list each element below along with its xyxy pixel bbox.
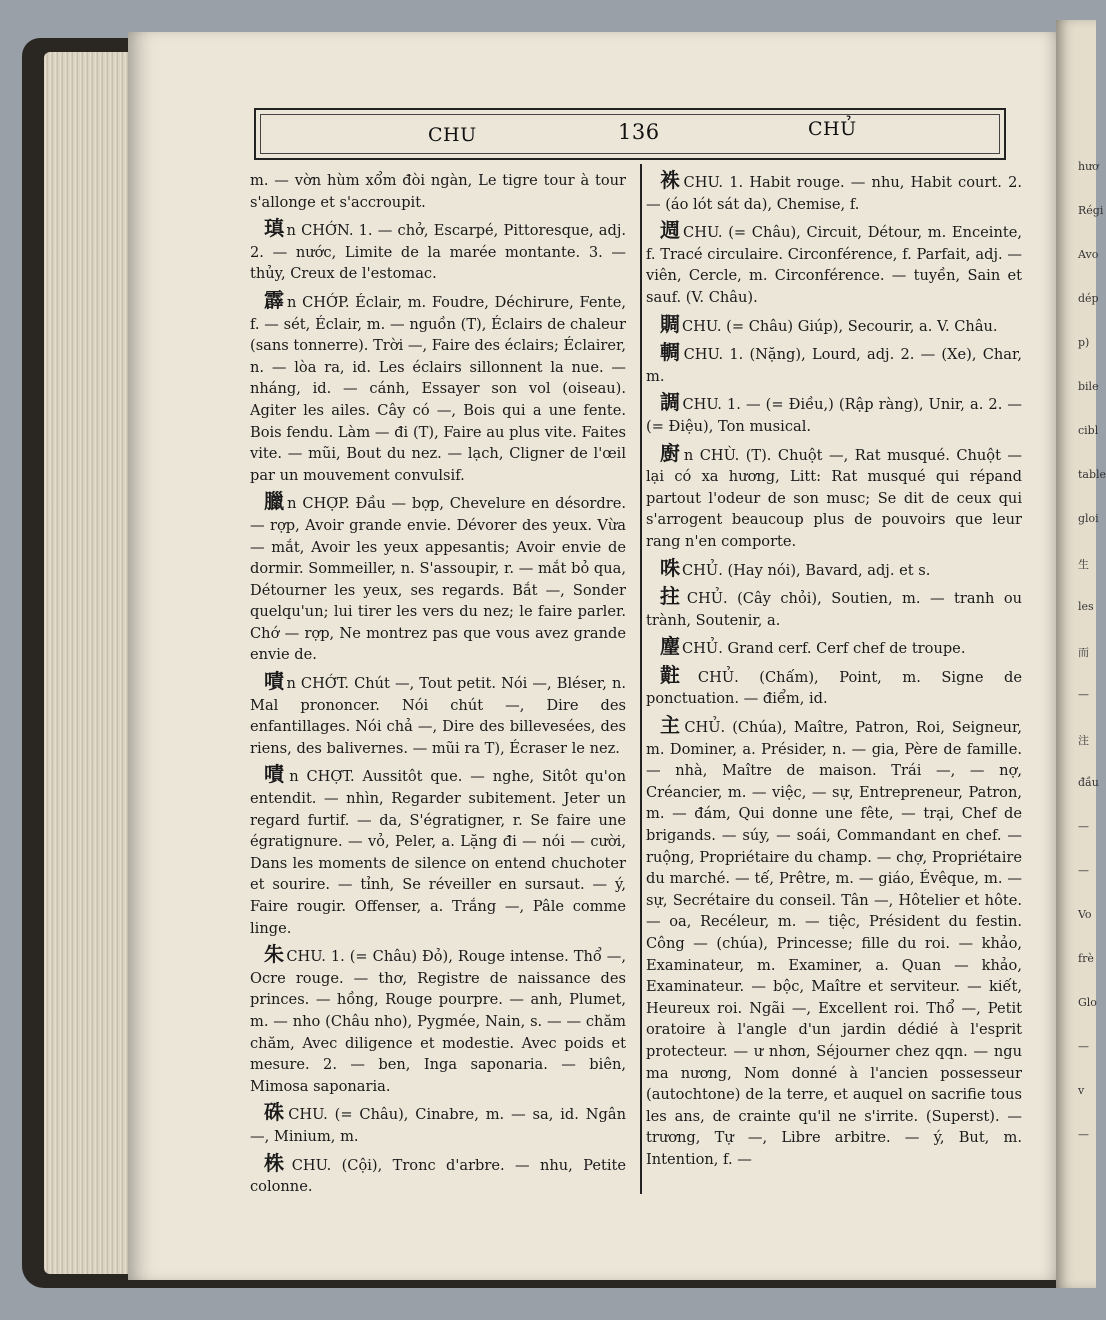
next-page-text-fragment: Avo xyxy=(1078,248,1099,261)
chinese-character: 黈 xyxy=(660,662,696,687)
entry-text: CHU. (Cội), Tronc d'arbre. — nhu, Petite colonne. xyxy=(250,1156,627,1196)
dictionary-entry xyxy=(250,944,626,1097)
next-page-text-fragment: les xyxy=(1078,600,1094,613)
entry-text: CHỦ. (Cây chỏi), Soutien, m. — tranh ou trành, Soutenir, a. xyxy=(646,590,1023,629)
chinese-character: 瑱 xyxy=(264,216,285,241)
entry-text: n CHỢP. Đầu — bợp, Chevelure en désordre. — rợp, Avoir grande envie. Dévorer des yeux. Vừa — mắt, Avoir les yeux appesantis; Avoir envie de dormir. Sommeiller, n. S'assoupir, r. — mắt bỏ qua, Détourner les yeux, ses regards. Bắt —, Sonder quelqu'un; lui tirer les vers du nez; le faire parler. Chớ — rợp, Ne montrez pas que vous avez grande envie de. xyxy=(250,495,626,664)
chinese-character: 嘖 xyxy=(264,669,285,694)
chinese-character: 朱 xyxy=(264,942,285,967)
running-header xyxy=(254,108,1006,160)
next-page-text-fragment: hươ xyxy=(1078,160,1099,173)
entry-text: CHỦ. Grand cerf. Cerf chef de troupe. xyxy=(682,640,966,658)
entry-text: CHU. 1. — (= Điều,) (Rập ràng), Unir, a. 2. — (= Điệu), Ton musical. xyxy=(646,396,1022,435)
header-right-word: CHỦ xyxy=(808,118,857,140)
next-page-text-fragment: 生 xyxy=(1078,558,1089,571)
dictionary-entry xyxy=(646,636,1022,660)
next-page-text-fragment: dép xyxy=(1078,292,1099,305)
chinese-character: 週 xyxy=(660,218,682,243)
chinese-character: 袾 xyxy=(660,168,682,192)
next-page-text-fragment: — xyxy=(1078,1128,1089,1141)
dictionary-entry xyxy=(646,342,1022,387)
right-column xyxy=(646,170,1022,1176)
next-page-text-fragment: — xyxy=(1078,1040,1089,1053)
next-page-text-fragment: 注 xyxy=(1078,734,1089,747)
chinese-character: 拄 xyxy=(660,584,685,609)
entry-text: CHỦ. (Chúa), Maître, Patron, Roi, Seigneur, m. Dominer, a. Présider, n. — gia, Père de famille. — nhà, Maître de maison. Trái —, — nợ, Créancier, m. — việc, — sự, Entrepreneur, Patron, m. — đám, Qui donne une fête, — trại, Chef de brigands. — súy, — soái, Commandant en chef. — ruộng, Propriétaire du champ. — chợ, Propriétaire du marché. — tế, Prêtre, m. — giáo, Évêque, m. — sự, Secrétaire du conseil. Tân —, Hôtelier et hôte. — oa, Recéleur, m. — tiệc, Président du festin. Công — (chúa), Princesse; fille du roi. — khảo, Examinateur, m. Examiner, a. Quan — khảo, Examinateur. — bộc, Maître et serviteur. — kiết, Heureux roi. Ngãi —, Excellent roi. Thổ —, Petit oratoire à l'angle d'un jardin dédié à l'esprit protecteur. — ư nhơn, Séjourner chez qqn. — ngu ma nương, Nom donné à l'ancien possesseur (autochtone) de la terre, et auquel on sacrifie tous les ans, de crainte qu'il ne s'irrite. (Superst). — trương, Tự —, Libre arbitre. — ý, But, m. Intention, f. — xyxy=(646,719,1022,1168)
dictionary-entry xyxy=(250,170,626,213)
dictionary-page xyxy=(128,32,1056,1280)
entry-text: CHU. 1. (Nặng), Lourd, adj. 2. — (Xe), Char, m. xyxy=(646,346,1022,385)
dictionary-entry xyxy=(250,1102,626,1147)
dictionary-entry xyxy=(250,1150,627,1198)
dictionary-entry xyxy=(646,311,1022,338)
chinese-character: 嘖 xyxy=(264,762,288,787)
next-page-text-fragment: cibl xyxy=(1078,424,1099,437)
entry-text: CHU. 1. Habit rouge. — nhu, Habit court. 2. — (áo lót sát da), Chemise, f. xyxy=(646,174,1022,213)
next-page-text-fragment: frè xyxy=(1078,952,1094,965)
entry-text: n CHỢT. Aussitôt que. — nghe, Sitôt qu'on entendit. — nhìn, Regarder subitement. Jeter un regard furtif. — da, S'égratigner, r. Se faire une égratignure. — vỏ, Peler, a. Lặng đi — nói — cười, Dans les moments de silence on entend chuchoter et sourire. — tỉnh, Se réveiller en sursaut. — ý, Faire rougir. Offenser, a. Trắng —, Pâle comme linge. xyxy=(250,768,627,937)
dictionary-entry xyxy=(646,392,1022,437)
entry-text: n CHÙ. (T). Chuột —, Rat musqué. Chuột — lại có xa hương, Litt: Rat musqué qui répand partout l'odeur de son musc; Se dit de ceux qui s'arrogent beaucoup plus de pouvoirs que leur rang n'en comporte. xyxy=(646,446,1023,550)
next-page-text-fragment: Glo xyxy=(1078,996,1097,1009)
chinese-character: 廚 xyxy=(660,440,682,465)
next-page-text-fragment: gloi xyxy=(1078,512,1099,525)
dictionary-entry xyxy=(646,715,1022,1170)
entry-text: CHU. (= Châu) Giúp), Secourir, a. V. Châu. xyxy=(682,317,998,335)
next-page-text-fragment: — xyxy=(1078,864,1089,877)
entry-text: n CHỚP. Éclair, m. Foudre, Déchirure, Fente, f. — sét, Éclair, m. — nguồn (T), Éclairs de chaleur (sans tonnerre). Trời —, Faire des éclairs; Éclairer, n. — lòa ra, id. Les éclairs sillonnent la nue. — nháng, id. — cánh, Essayer son vol (oiseau). Agiter les ailes. Cây có —, Bois qui a une fente. Bois fendu. Làm — đi (T), Faire au plus vite. Faites vite. — mũi, Bout du nez. — lạch, Cligner de l'œil par un mouvement convulsif. xyxy=(250,293,627,484)
chinese-character: 臘 xyxy=(264,489,286,514)
dictionary-entry xyxy=(646,586,1022,631)
dictionary-entry xyxy=(646,662,1022,710)
chinese-character: 調 xyxy=(660,390,681,415)
next-page-text-fragment: đầu xyxy=(1078,776,1099,789)
next-page-text-fragment: — xyxy=(1078,820,1089,833)
dictionary-entry xyxy=(250,491,626,666)
dictionary-entry xyxy=(646,440,1023,553)
entry-text: m. — vờn hùm xổm đòi ngàn, Le tigre tour à tour s'allonge et s'accroupit. xyxy=(250,172,626,211)
next-page-text-fragment: — xyxy=(1078,688,1089,701)
header-left-word: CHU xyxy=(428,124,477,146)
chinese-character: 咮 xyxy=(660,555,680,580)
next-page-text-fragment: v xyxy=(1078,1084,1085,1097)
dictionary-entry xyxy=(250,764,626,939)
page-edges xyxy=(44,52,136,1274)
entry-text: n CHỚN. 1. — chở, Escarpé, Pittoresque, adj. 2. — nước, Limite de la marée montante. 3. — thủy, Creux de l'estomac. xyxy=(250,222,627,283)
entry-text: CHU. (= Châu), Circuit, Détour, m. Enceinte, f. Tracé circulaire. Circonférence, f. Parfait, adj. — viên, Cercle, m. Circonférence. — tuyền, Sain et sauf. (V. Châu). xyxy=(646,224,1023,306)
chinese-character: 主 xyxy=(660,713,683,738)
chinese-character: 麈 xyxy=(660,634,680,659)
chinese-character: 輖 xyxy=(660,340,682,365)
entry-text: CHU. 1. (= Châu) Đỏ), Rouge intense. Thổ —, Ocre rouge. — thơ, Registre de naissance des princes. — hồng, Rouge pourpre. — anh, Plumet, m. — nho (Châu nho), Pygmée, Nain, s. — — chăm chăm, Avec diligence et modestie. Avec poids et mesure. 2. — ben, Inga saponaria. — biên, Mimosa saponaria. xyxy=(250,948,627,1095)
entry-text: CHỦ. (Chấm), Point, m. Signe de ponctuation. — điểm, id. xyxy=(646,668,1022,708)
chinese-character: 硃 xyxy=(264,1100,287,1125)
next-page-text-fragment: p) xyxy=(1078,336,1090,349)
next-page-text-fragment: Vo xyxy=(1078,908,1092,921)
chinese-character: 株 xyxy=(264,1150,290,1175)
dictionary-entry xyxy=(250,218,626,285)
left-column xyxy=(250,170,626,1203)
next-page-text-fragment: table xyxy=(1078,468,1106,481)
chinese-character: 賙 xyxy=(660,311,680,336)
chinese-character: 霹 xyxy=(264,287,286,312)
page-number: 136 xyxy=(618,120,660,144)
entry-text: n CHỚT. Chút —, Tout petit. Nói —, Bléser, n. Mal prononcer. Nói chút —, Dire des enfantillages. Nói chả —, Dire des billevesées, des riens, des balivernes. — mũi ra T), Écraser le nez. xyxy=(250,675,626,757)
dictionary-entry xyxy=(646,555,1022,582)
next-page-text-fragment: 而 xyxy=(1078,646,1089,659)
dictionary-entry xyxy=(250,671,626,759)
entry-text: CHU. (= Châu), Cinabre, m. — sa, id. Ngân —, Minium, m. xyxy=(250,1106,627,1145)
dictionary-entry xyxy=(646,220,1022,308)
column-divider xyxy=(640,164,642,1194)
dictionary-entry xyxy=(646,170,1022,215)
next-page-text-fragment: bile xyxy=(1078,380,1099,393)
next-page-text-fragment: Régi xyxy=(1078,204,1104,217)
next-page-fragment xyxy=(1056,20,1106,1288)
dictionary-entry xyxy=(250,287,627,486)
entry-text: CHỦ. (Hay nói), Bavard, adj. et s. xyxy=(682,561,931,579)
